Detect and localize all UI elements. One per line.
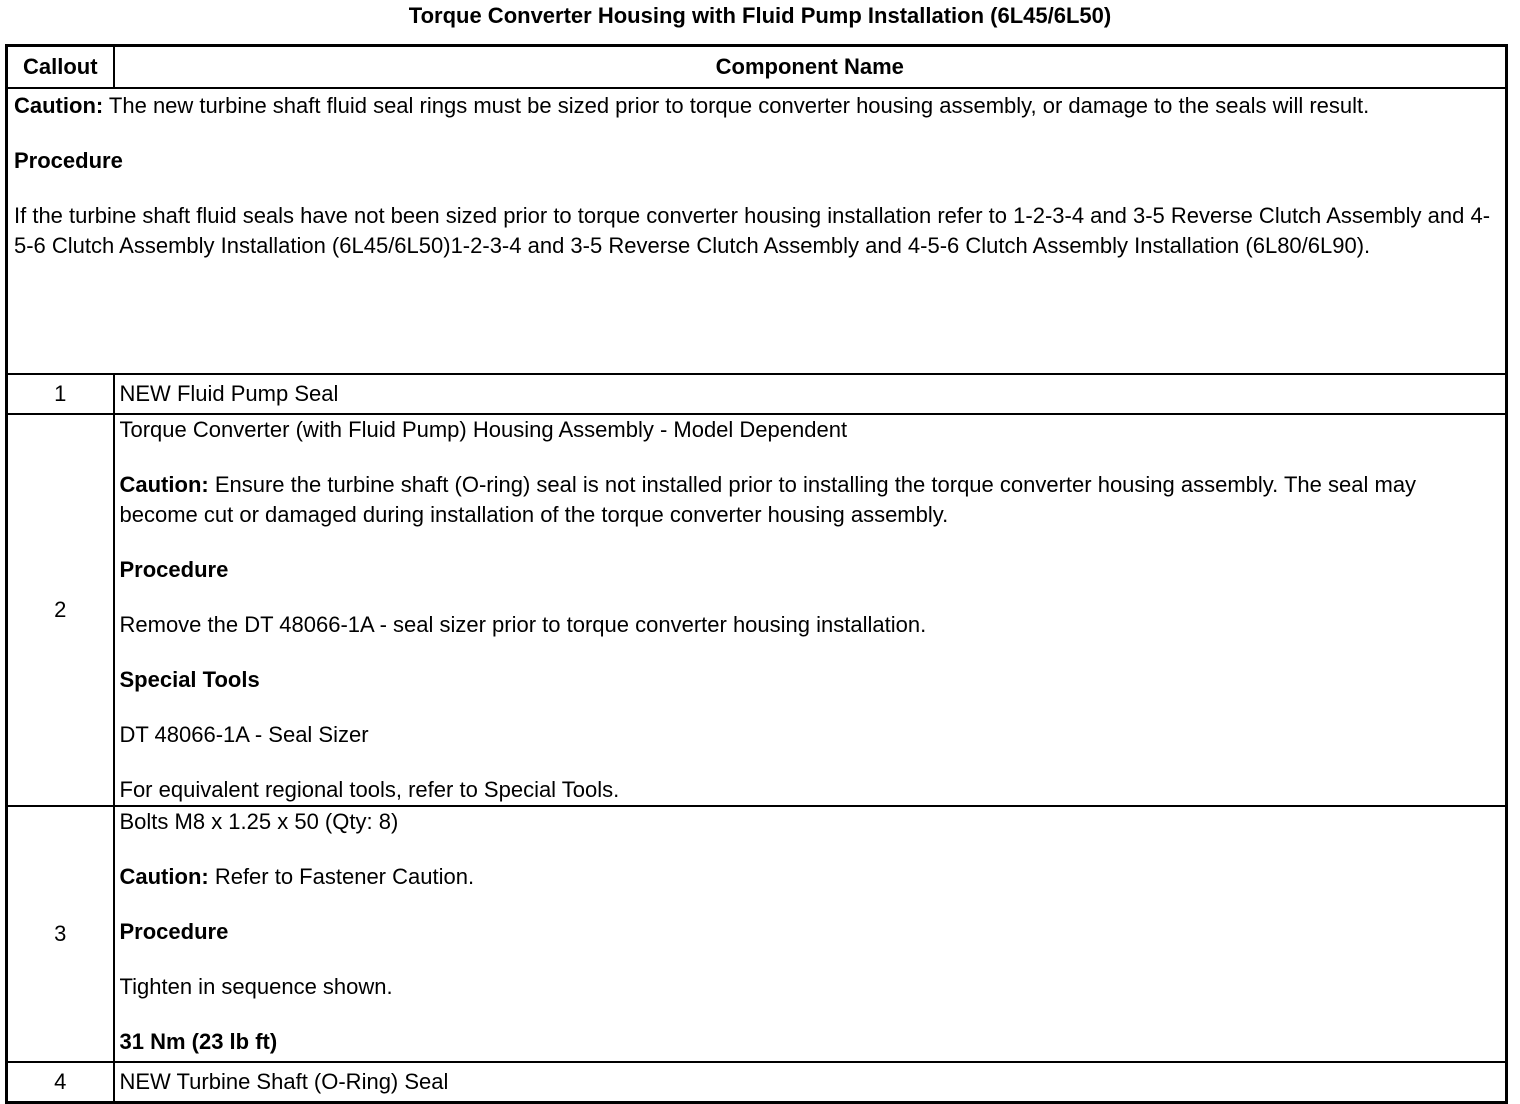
procedure-heading: Procedure [14,148,123,173]
procedure-heading: Procedure [119,919,229,944]
component-cell [114,806,1507,1062]
table-row [7,806,1507,1062]
page-title: Torque Converter Housing with Fluid Pump Installation (6L45/6L50) [408,3,1112,28]
component-name: Torque Converter (with Fluid Pump) Housing Assembly - Model Dependent [119,417,848,442]
component-name: NEW Fluid Pump Seal [114,374,1507,414]
procedure-text: Remove the DT 48066-1A - seal sizer prior to torque converter housing installation. [119,612,927,637]
special-tools-note: For equivalent regional tools, refer to Special Tools. [119,777,620,802]
component-caution [120,862,1501,892]
callout-column-header: Callout [7,46,114,89]
procedure-text: If the turbine shaft fluid seals have not been sized prior to torque converter housing installation refer to 1-2-3-4 and 3-5 Reverse Clutch Assembly and 4-5-6 Clutch Assembly Installation (6L45/6L50)1-2-3-4 and 3-5 Reverse Clutch Assembly and 4-5-6 Clutch Assembly Installation (6L80/6L90). [14,203,1491,258]
callout-number: 3 [7,806,114,1062]
component-column-header: Component Name [114,46,1507,89]
table-header-row [7,46,1507,89]
component-cell [114,414,1507,806]
procedure-heading: Procedure [119,557,229,582]
caution-text: Ensure the turbine shaft (O-ring) seal is not installed prior to installing the torque converter housing assembly. The seal may become cut or damaged during installation of the torque converter housing assembly. [119,472,1417,527]
special-tools-heading: Special Tools [119,667,260,692]
intro-row [7,88,1507,374]
procedure-text: Tighten in sequence shown. [119,974,393,999]
caution-text: The new turbine shaft fluid seal rings must be sized prior to torque converter housing assembly, or damage to the seals will result. [103,93,1370,118]
table-row [7,414,1507,806]
component-name: NEW Turbine Shaft (O-Ring) Seal [114,1062,1507,1103]
callout-number: 2 [7,414,114,806]
procedure-table [5,44,1508,1104]
intro-cell [7,88,1507,374]
special-tool: DT 48066-1A - Seal Sizer [119,722,369,747]
torque-spec: 31 Nm (23 lb ft) [119,1029,278,1054]
caution-label: Caution: [119,472,209,497]
callout-number: 4 [7,1062,114,1103]
table-row [7,1062,1507,1103]
callout-number: 1 [7,374,114,414]
component-caution [120,470,1501,530]
caution-label: Caution: [14,93,104,118]
component-name: Bolts M8 x 1.25 x 50 (Qty: 8) [119,809,399,834]
caution-text: Refer to Fastener Caution. [208,864,475,889]
table-row [7,374,1507,414]
intro-caution [14,91,1499,121]
caution-label: Caution: [119,864,209,889]
